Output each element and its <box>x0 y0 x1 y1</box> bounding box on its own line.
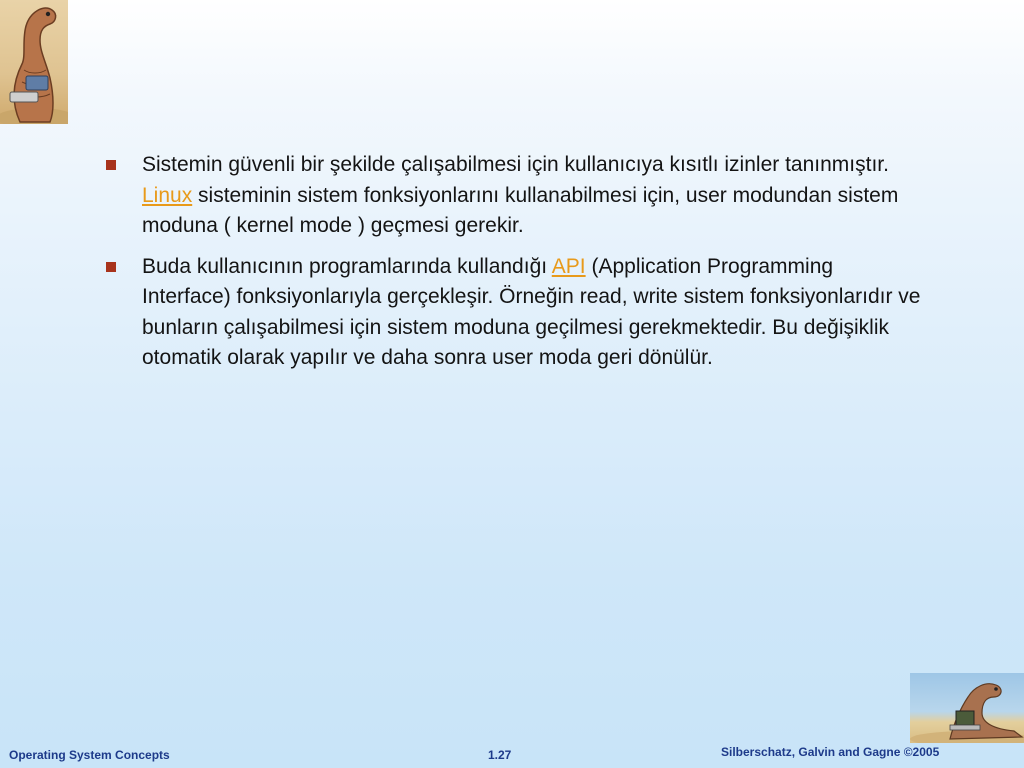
square-bullet-icon <box>106 262 116 272</box>
footer-book-title: Operating System Concepts <box>9 748 170 762</box>
bullet-1-text-post: sisteminin sistem fonksiyonlarını kullanabilmesi için, user modundan sistem moduna ( kernel mode ) geçmesi gerekir. <box>142 183 899 237</box>
dinosaur-laptop-icon <box>910 673 1024 743</box>
api-link[interactable]: API <box>551 254 586 278</box>
square-bullet-icon <box>106 160 116 170</box>
footer-slide-number: 1.27 <box>488 748 512 762</box>
bullet-2-text-post: (Application Programming Interface) fonksiyonlarıyla gerçekleşir. Örneğin read, write sistem fonksiyonlarıdır ve bunların çalışabilmesi için sistem moduna geçilmesi gerekmektedir. Bu değişiklik otomatik olarak yapılır ve daha sonra user moda geri dönülür. <box>142 254 921 369</box>
bullet-1-text-pre: Sistemin güvenli bir şekilde çalışabilmesi için kullanıcıya kısıtlı izinler tanınmıştır. <box>142 153 889 176</box>
bullet-list <box>102 150 922 384</box>
dinosaur-logo-top <box>0 0 68 124</box>
footer-copyright: Silberschatz, Galvin and Gagne ©2005 <box>721 745 940 759</box>
dinosaur-icon <box>0 0 68 124</box>
bullet-item-2 <box>102 252 922 374</box>
bullet-item-1 <box>102 150 922 242</box>
dinosaur-logo-bottom <box>910 673 1024 743</box>
bullet-2-text-pre: Buda kullanıcının programlarında kullandığı <box>142 254 552 278</box>
linux-link[interactable]: Linux <box>142 183 193 207</box>
